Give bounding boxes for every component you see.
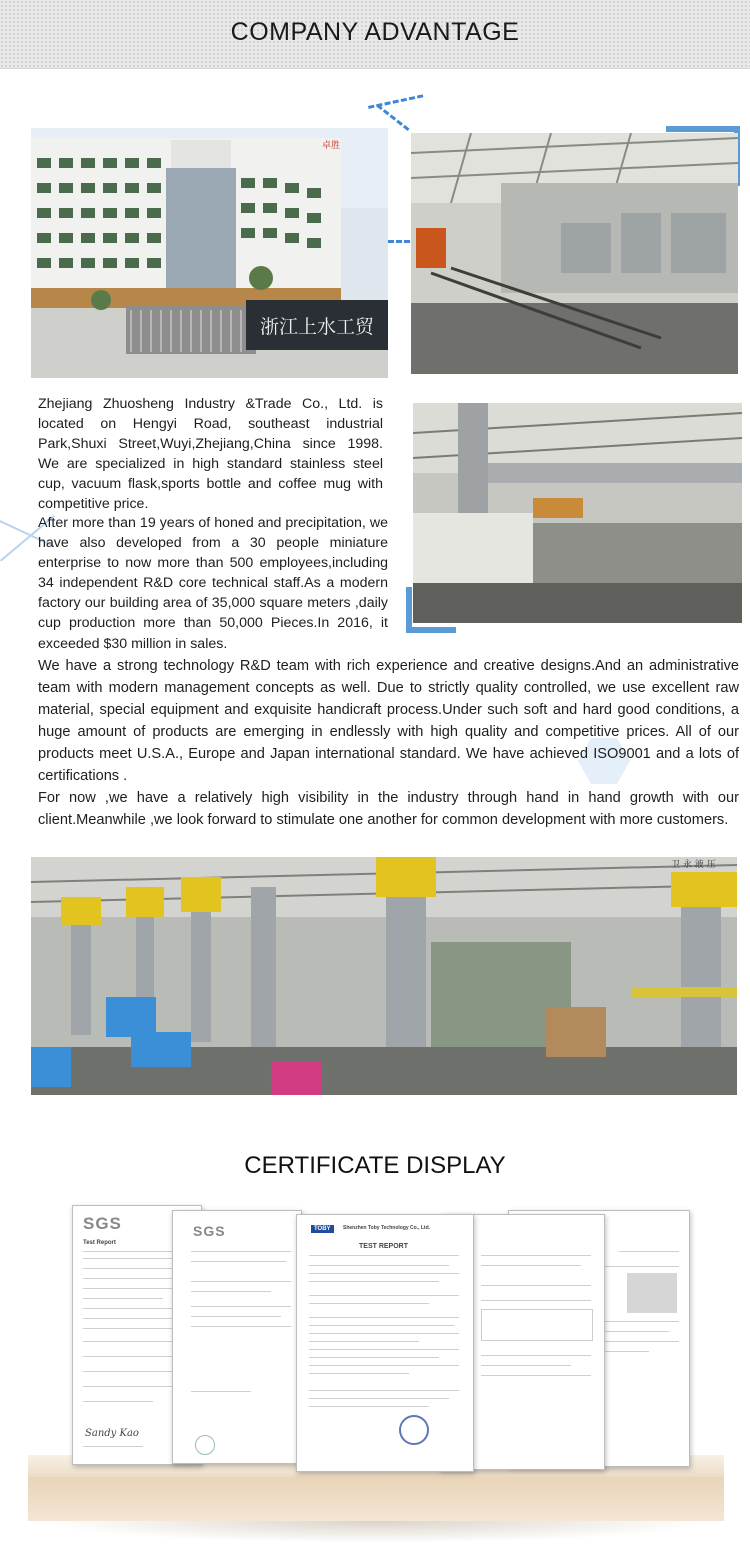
certificate-section-title: CERTIFICATE DISPLAY	[244, 1152, 506, 1179]
sgs-report-title: Test Report	[83, 1240, 116, 1246]
future-paragraph: For now ,we have a relatively high visibility in the industry through hand in hand growth with our client.Meanwhile ,we look forward to stimulate one another for common development with more customers.	[38, 790, 739, 828]
toby-stamp	[399, 1415, 429, 1445]
shelf-shadow	[40, 1521, 712, 1543]
certificate-sgs-page2	[172, 1210, 302, 1464]
press-machines-photo	[31, 857, 737, 1095]
decor-corner-left-h	[406, 627, 456, 633]
result-table	[481, 1309, 593, 1341]
toby-company: Shenzhen Toby Technology Co., Ltd.	[343, 1225, 431, 1231]
toby-logo: TOBY	[311, 1225, 334, 1233]
certificate-toby-report	[296, 1214, 474, 1472]
sgs-stamp	[195, 1435, 215, 1455]
sgs-logo-2: SGS	[193, 1223, 226, 1239]
building-sign-text: 浙江上水工贸	[259, 316, 375, 338]
building-roof-text: 卓胜	[321, 141, 341, 151]
building-photo	[31, 128, 388, 378]
shelf-front	[28, 1477, 724, 1521]
page-title: COMPANY ADVANTAGE	[230, 18, 520, 46]
toby-report-title: TEST REPORT	[359, 1243, 409, 1250]
workshop-photo-1	[411, 133, 738, 374]
workshop-photo-2	[413, 403, 742, 623]
team-paragraph: We have a strong technology R&D team with rich experience and creative designs.And an administrative team with modern management concepts as well. Due to strictly quality controlled, we use excellent raw material, special equipment and exquisite handicraft process.Under such soft and hard good conditions, a huge amount of products are emerging in endlessly with high quality and competitive prices. All of our products meet U.S.A., Europe and Japan international standard. We have achieved ISO9001 and a lots of certifications .	[38, 658, 739, 784]
header-banner	[0, 0, 750, 69]
product-image-placeholder	[627, 1273, 677, 1313]
sgs-signature: Sandy Kao	[85, 1428, 139, 1439]
decor-dash-top2	[376, 104, 409, 131]
sgs-logo: SGS	[83, 1214, 122, 1233]
intro-paragraph: Zhejiang Zhuosheng Industry &Trade Co., Ltd. is located on Hengyi Road, southeast industrial Park,Shuxi Street,Wuyi,Zhejiang,China since 1998. We are specialized in high standard stainless steel cup, vacuum flask,sports bottle and coffee mug with competitive price.	[38, 396, 383, 513]
history-paragraph: After more than 19 years of honed and precipitation, we have also developed from a 30 people miniature enterprise to now more than 500 employees,including 34 independent R&D core technical staff.As a modern factory our building area of 35,000 square meters ,daily cup production more than 50,000 Pieces.In 2016, it exceeded $30 million in sales.	[38, 515, 388, 652]
machine-sign-text: 卫 永 液 压	[671, 860, 716, 870]
decor-corner-right	[666, 126, 740, 132]
